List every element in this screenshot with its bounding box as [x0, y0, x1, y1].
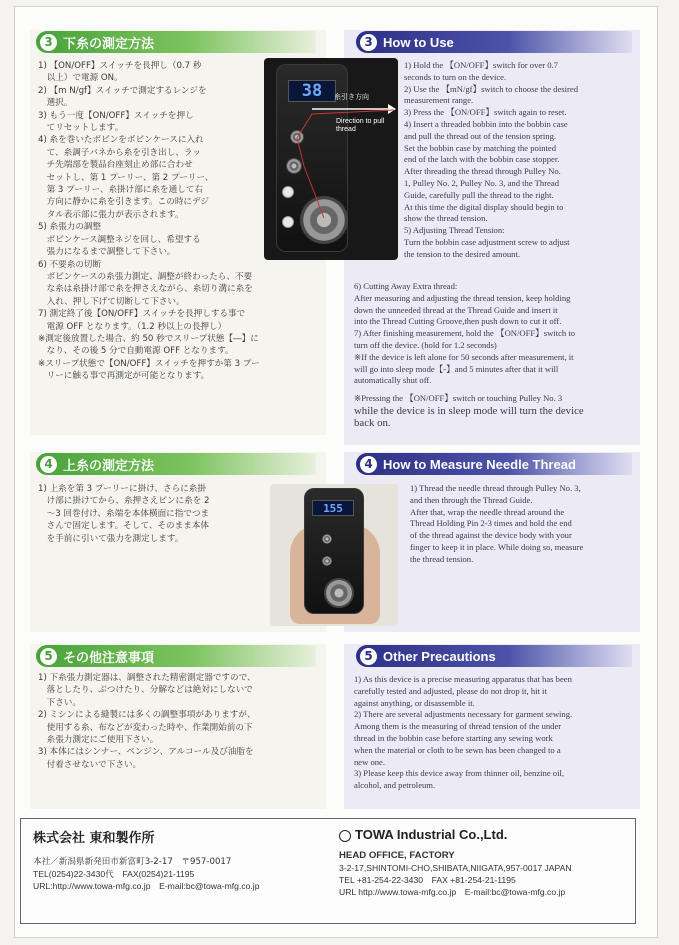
text-line: ボビンケース調整ネジを回し、希望する — [38, 234, 201, 245]
section3-jp-header — [36, 31, 316, 53]
text-line: and pull the thread out of the tension spring. — [404, 130, 557, 141]
section-title: 上糸の測定方法 — [63, 457, 155, 473]
text-line: 付着させないで下さい。 — [38, 759, 142, 770]
text-line: け部に掛けてから、糸押さえピンに糸を 2 — [38, 496, 210, 507]
text-line: 1) As this device is a precise measuring apparatus that has been — [354, 674, 572, 684]
text-line: when the material or cloth to be sewn has been changed to a — [354, 744, 561, 755]
thread-line — [264, 58, 398, 260]
text-line: finger to keep it in place. While doing so, measure — [410, 541, 584, 552]
text-line: the tension to the desired amount. — [404, 248, 520, 259]
text-line: 糸張力測定にご使用下さい。 — [38, 735, 159, 746]
text-line: show the thread tension. — [404, 213, 488, 224]
section5-en-body — [354, 674, 640, 792]
text-line: against anything, or disassemble it. — [354, 697, 475, 708]
company-footer — [20, 818, 636, 924]
section-title: その他注意事項 — [63, 649, 155, 665]
text-line: 6) Cutting Away Extra thread: — [354, 281, 458, 291]
text-line: measurement range. — [404, 95, 474, 106]
section3-en-header — [356, 31, 632, 53]
digital-display: 155 — [312, 500, 354, 516]
text-line: 5) Adjusting Thread Tension: — [404, 225, 505, 236]
text-line: 5) 糸張力の調整 — [38, 222, 102, 233]
text-line: 4) 糸を巻いたボビンをボビンケースに入れ — [38, 135, 204, 146]
text-line: 張力になるまで調整して下さい。 — [38, 247, 176, 258]
text-line: ※測定後放置した場合、約 50 秒でスリープ状態【―】に — [38, 333, 259, 344]
section-title: 下糸の測定方法 — [63, 35, 155, 51]
text-line: 4) Insert a threaded bobbin into the bobbin case — [404, 118, 568, 129]
text-line: At this time the digital display should begin to — [404, 201, 564, 212]
text-line: 2) Use the 【mN/gf】switch to choose the desired — [404, 83, 578, 94]
section-number-badge: 5 — [40, 648, 57, 665]
text-line: 第 3 プーリー、糸掛け部に糸を通して右 — [38, 185, 204, 196]
text-line: After that, wrap the needle thread around the — [410, 506, 565, 517]
towa-logo-icon — [339, 830, 351, 842]
text-line: 3) Press the 【ON/OFF】switch again to reset. — [404, 107, 567, 118]
text-line: 3) 本体にはシンナー、ベンジン、アルコール及び油脂を — [38, 747, 254, 758]
text-line: of the thread against the device body with your — [410, 530, 572, 541]
text-line: thread in the bobbin case before starting any sewing work — [354, 732, 553, 743]
section3-en-body — [404, 60, 640, 261]
text-line: down the unneeded thread at the Thread Guide and insert it — [354, 304, 558, 315]
phone-fax-en: TEL +81-254-22-3430 FAX +81-254-21-1195 — [339, 875, 516, 885]
text-line: 3) Please keep this device away from thinner oil, benzine oil, — [354, 768, 565, 779]
section3-en-body-continued — [354, 281, 640, 387]
section-title: How to Use — [383, 34, 454, 50]
section3-jp-body — [38, 60, 268, 383]
text-line: 2) ミシンによる縫製には多くの調整事項がありますが、 — [38, 710, 256, 721]
footer-jp — [33, 827, 260, 892]
text-line: リーに触る事で再測定が可能となります。 — [38, 371, 210, 382]
text-line: turn off the device. (hold for 1.2 seconds) — [354, 339, 497, 350]
direction-label-en: Direction to pull thread — [336, 118, 385, 133]
text-line: て、糸調子バネから糸を引き出し、ラッ — [38, 147, 201, 158]
text-line: を手前に引いて張力を測定します。 — [38, 533, 184, 544]
digital-display: 38 — [288, 80, 336, 102]
section4-en-header — [356, 453, 632, 475]
text-line: 3) もう一度【ON/OFF】スイッチを押し — [38, 110, 194, 121]
text-line: 1) Hold the 【ON/OFF】switch for over 0.7 — [404, 60, 558, 70]
text-line: 1) 上糸を第 3 プーリーに掛け、さらに糸掛 — [38, 484, 206, 494]
text-line: and then through the Thread Guide. — [410, 494, 533, 505]
section3-en-last-note — [354, 393, 640, 430]
text-line: 1) 下糸張力測定器は、調整された精密測定器ですので、 — [38, 673, 256, 683]
text-line: 7) After finishing measurement, hold the 【ON/OFF】switch to — [354, 328, 576, 339]
text-line: new one. — [354, 756, 386, 767]
text-line: 7) 測定終了後【ON/OFF】スイッチを長押しする事で — [38, 309, 246, 320]
text-line: セットし、第 1 プーリー、第 2 プーリー、 — [38, 172, 214, 183]
text-line: 選択。 — [38, 98, 73, 109]
text-line: 2) There are several adjustments necessary for garment sewing. — [354, 709, 573, 720]
text-line: タル表示部に張力が表示されます。 — [38, 209, 184, 220]
url-email-jp: URL:http://www.towa-mfg.co.jp E-mail:bc@towa-mfg.co.jp — [33, 881, 260, 891]
text-line: the thread tension. — [410, 553, 474, 564]
text-line: carefully tested and adjusted, please do not drop it, hit it — [354, 685, 547, 696]
text-line: After measuring and adjusting the thread tension, keep holding — [354, 292, 571, 303]
direction-label-jp: 糸引き方向 — [334, 94, 369, 101]
text-line: ※スリープ状態で【ON/OFF】スイッチを押すか第 3 プー — [38, 358, 260, 369]
text-line: さんで固定します。そして、そのまま本体 — [38, 521, 210, 532]
section-number-badge: 3 — [40, 34, 57, 51]
bobbin-tester-photo — [264, 58, 398, 260]
text-line: 使用する糸、布などが変わった時や、作業開始前の下 — [38, 722, 253, 733]
pulley-icon — [322, 556, 332, 566]
company-name-text: TOWA Industrial Co.,Ltd. — [355, 827, 508, 842]
text-line: 方向に静かに糸を引きます。この時にデジ — [38, 197, 210, 208]
section-title: How to Measure Needle Thread — [383, 456, 576, 472]
note-line: while the device is in sleep mode will turn the device — [354, 404, 584, 417]
text-line: After threading the thread through Pulley No. — [404, 166, 561, 177]
text-line: ボビンケースの糸張力測定、調整が終わったら、不要 — [38, 271, 253, 282]
head-office-label: HEAD OFFICE, FACTORY — [339, 850, 455, 861]
section-number-badge: 4 — [360, 456, 377, 473]
section4-jp-body — [38, 483, 270, 545]
bobbin-case-icon — [324, 578, 354, 608]
section-number-badge: 3 — [360, 34, 377, 51]
text-line: チ先端部を製品台座刻止め部に合わせ — [38, 160, 193, 171]
address-jp: 本社／新潟県新発田市新富町3-2-17 〒957-0017 — [33, 857, 232, 867]
text-line: 以上）で電源 ON。 — [38, 73, 123, 84]
text-line: Turn the bobbin case adjustment screw to adjust — [404, 236, 570, 247]
text-line: will go into sleep mode【-】and 5 minutes after that it will — [354, 363, 559, 374]
text-line: seconds to turn on the device. — [404, 71, 507, 82]
section-number-badge: 4 — [40, 456, 57, 473]
section5-jp-header — [36, 645, 316, 667]
text-line: end of the latch with the bobbin case stopper. — [404, 154, 560, 165]
text-line: Among them is the measuring of thread tension of the under — [354, 721, 562, 732]
company-name-en — [339, 827, 572, 842]
note-line: back on. — [354, 417, 391, 430]
address-en: 3-2-17,SHINTOMI-CHO,SHIBATA,NIIGATA,957-0017 JAPAN — [339, 863, 572, 873]
text-line: 1) 【ON/OFF】スイッチを長押し（0.7 秒 — [38, 61, 202, 71]
text-line: Guide, carefully pull the thread to the right. — [404, 189, 554, 200]
text-line: alcohol, and petroleum. — [354, 780, 436, 791]
needle-thread-photo — [270, 484, 398, 626]
text-line: Thread Holding Pin 2-3 times and hold the end — [410, 518, 572, 529]
company-name-jp: 株式会社 東和製作所 — [33, 831, 155, 846]
section5-jp-body — [38, 672, 328, 771]
text-line: ※If the device is left alone for 50 seconds after measurement, it — [354, 351, 574, 362]
text-line: 1) Thread the needle thread through Pulley No. 3, — [410, 483, 581, 493]
text-line: てリセットします。 — [38, 123, 124, 134]
text-line: 落としたり、ぶつけたり、分解などは絶対にしないで — [38, 685, 253, 696]
text-line: な糸は糸掛け部で糸を押さえながら、糸切り溝に糸を — [38, 284, 253, 295]
note-line: ※Pressing the 【ON/OFF】switch or touching Pulley No. 3 — [354, 393, 563, 403]
text-line: Set the bobbin case by matching the pointed — [404, 142, 557, 153]
section5-en-header — [356, 645, 632, 667]
text-line: 1, Pulley No. 2, Pulley No. 3, and the Thread — [404, 177, 559, 188]
text-line: 6) 不要糸の切断 — [38, 259, 102, 270]
text-line: automatically shut off. — [354, 375, 432, 386]
text-line: into the Thread Cutting Groove,then push down to cut it off. — [354, 316, 562, 327]
text-line: 2) 【m N/gf】スイッチで測定するレンジを — [38, 85, 207, 96]
text-line: 入れ、押し下げて切断して下さい。 — [38, 296, 185, 307]
section-number-badge: 5 — [360, 648, 377, 665]
text-line: 下さい。 — [38, 697, 81, 708]
section4-en-body — [410, 483, 640, 566]
text-line: ～3 回巻付け、糸端を本体横面に指でつま — [38, 508, 210, 519]
phone-fax-jp: TEL(0254)22-3430代 FAX(0254)21-1195 — [33, 869, 195, 879]
footer-en — [339, 827, 572, 898]
url-email-en: URL http://www.towa-mfg.co.jp E-mail:bc@towa-mfg.co.jp — [339, 887, 566, 897]
text-line: なり、その後 5 分で自動電源 OFF となります。 — [38, 346, 234, 357]
text-line: 電源 OFF となります。（1.2 秒以上の長押し） — [38, 321, 227, 332]
pulley-icon — [322, 534, 332, 544]
section-title: Other Precautions — [383, 648, 496, 664]
section4-jp-header — [36, 453, 316, 475]
